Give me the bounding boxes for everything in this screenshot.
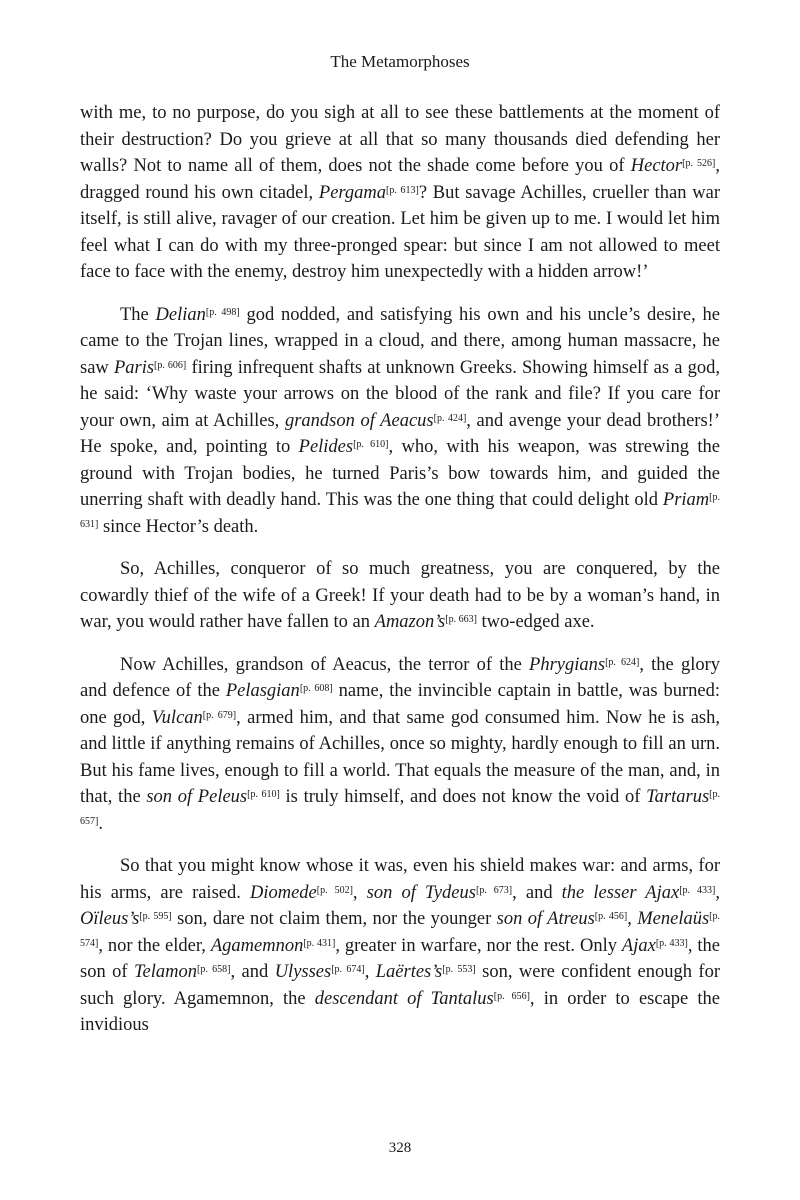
italic-name: Hector — [630, 156, 683, 176]
paragraph — [80, 652, 720, 838]
text-run: , and — [230, 962, 275, 982]
page-reference: [p. 631] — [80, 492, 720, 530]
text-run: , and avenge your dead brothers!’ He spoke, and, pointing to — [80, 410, 720, 457]
text-run: , in order to escape the invidious — [80, 988, 720, 1035]
text-run: So, Achilles, conqueror of so much greatness, you are conquered, by the cowardly thief of the wife of a Greek! If your death had to be by a woman’s hand, in war, you would rather have fallen to an — [80, 559, 720, 632]
page-reference: [p. 663] — [445, 614, 477, 625]
page-reference: [p. 658] — [197, 964, 231, 975]
text-run: , the glory and defence of the — [80, 654, 721, 701]
text-run: , — [364, 962, 376, 982]
text-run: name, the invincible captain in battle, was burned: one god, — [80, 681, 720, 728]
page-reference: [p. 606] — [154, 359, 187, 371]
text-run: Now Achilles, grandson of Aeacus, the terror of the — [120, 654, 530, 675]
page-reference: [p. 433] — [679, 884, 716, 896]
italic-name: Delian — [155, 304, 206, 325]
text-run: So that you might know whose it was, even his shield makes war: and arms, for his arms, are raised. — [80, 856, 720, 903]
page-reference: [p. 431] — [303, 937, 336, 949]
text-run: ? But savage Achilles, crueller than war itself, is still alive, ravager of our creation. Let him be given up to me. I would let him feel what I can do with my three-pronged spear: but since I am not allowed to meet face to face with the enemy, destroy him unexpectedly with a hidden arrow!’ — [80, 182, 720, 282]
text-run: , nor the elder, — [98, 935, 211, 956]
page-reference: [p. 424] — [433, 412, 467, 424]
italic-name: Pelasgian — [225, 681, 300, 701]
text-run: since Hector’s death. — [98, 516, 259, 537]
italic-name: Menelaüs — [637, 909, 710, 929]
paragraph — [80, 302, 720, 541]
page-reference: [p. 657] — [80, 789, 721, 827]
paragraph — [80, 556, 720, 636]
italic-name: Laërtes’s — [375, 962, 443, 982]
text-run: , — [627, 909, 638, 929]
page-reference: [p. 624] — [605, 656, 640, 668]
page-reference: [p. 574] — [80, 911, 721, 949]
italic-name: Ulysses — [274, 962, 332, 982]
page-reference: [p. 613] — [386, 184, 419, 196]
italic-name: Vulcan — [151, 707, 203, 728]
page-reference: [p. 610] — [353, 439, 389, 450]
text-run: firing infrequent shafts at unknown Greeks. Showing himself as a god, he said: ‘Why waste your arrows on the blood of the rank and file? If you care for your own, aim at Achilles, — [80, 357, 720, 431]
text-run: , the son of — [80, 935, 720, 982]
text-run: son, were confident enough for such glory. Agamemnon, the — [80, 962, 720, 1009]
page-reference: [p. 656] — [493, 990, 530, 1002]
text-run: god nodded, and satisfying his own and his uncle’s desire, he came to the Trojan lines, wrapped in a cloud, and there, among human massacre, he saw — [80, 304, 720, 378]
italic-name: Paris — [113, 357, 155, 378]
page-reference: [p. 502] — [316, 884, 353, 896]
body-text — [80, 100, 720, 1055]
text-run: , dragged round his own citadel, — [80, 156, 720, 203]
page-reference: [p. 433] — [655, 937, 688, 949]
italic-name: Tartarus — [646, 787, 710, 807]
italic-name: Diomede — [249, 882, 317, 903]
page-number: 328 — [388, 1140, 412, 1156]
italic-name: Ajax — [621, 935, 656, 956]
page-reference: [p. 610] — [247, 789, 280, 800]
text-run: with me, to no purpose, do you sigh at all to see these battlements at the moment of their destruction? Do you grieve at all that so many thousands died defending her walls? Not to name all of them, does not the shade come before you of — [80, 103, 720, 176]
text-run: son, dare not claim them, nor the younger — [171, 909, 497, 929]
page-reference: [p. 673] — [475, 884, 513, 896]
italic-name: grandson of Aeacus — [284, 410, 434, 431]
italic-name: descendant of Tantalus — [314, 988, 494, 1009]
italic-name: son of Peleus — [146, 787, 248, 807]
italic-name: Telamon — [133, 962, 198, 982]
text-run: is truly himself, and does not know the void of — [279, 787, 647, 807]
page-reference: [p. 498] — [205, 306, 240, 318]
page-reference: [p. 526] — [682, 158, 716, 169]
page-reference: [p. 608] — [299, 683, 333, 694]
page-reference: [p. 679] — [202, 709, 237, 721]
italic-name: Phrygians — [529, 654, 606, 675]
italic-name: son of Atreus — [496, 909, 595, 929]
text-run: , who, with his weapon, was strewing the ground with Trojan bodies, he turned Paris’s bow towards him, and guided the unerring shaft with deadly hand. This was the one thing that could delight old — [80, 437, 720, 510]
text-run: The — [120, 304, 156, 325]
text-run: , and — [512, 882, 562, 903]
page-reference: [p. 674] — [331, 964, 365, 975]
text-run: , — [352, 882, 367, 903]
italic-name: Priam — [662, 490, 710, 510]
text-run: , armed him, and that same god consumed him. Now he is ash, and little if anything remains of Achilles, once so mighty, hardly enough to fill an urn. But his fame lives, enough to fill a world. That equals the measure of the man, and, in that, the — [80, 707, 720, 807]
italic-name: the lesser Ajax — [561, 882, 680, 903]
text-run: . — [98, 813, 103, 834]
italic-name: Amazon’s — [374, 612, 446, 632]
paragraph — [80, 853, 720, 1039]
page-reference: [p. 595] — [139, 911, 172, 922]
italic-name: Oïleus’s — [80, 909, 140, 929]
page-reference: [p. 456] — [594, 911, 628, 922]
text-run: , greater in warfare, nor the rest. Only — [335, 935, 622, 956]
italic-name: son of Tydeus — [366, 882, 476, 903]
page-reference: [p. 553] — [442, 964, 476, 975]
text-run: two-edged axe. — [476, 612, 595, 632]
italic-name: Agamemnon — [210, 935, 304, 956]
text-run: , — [715, 882, 720, 903]
italic-name: Pergama — [318, 182, 387, 203]
paragraph — [80, 100, 720, 286]
running-header: The Metamorphoses — [330, 52, 470, 71]
italic-name: Pelides — [298, 437, 354, 457]
